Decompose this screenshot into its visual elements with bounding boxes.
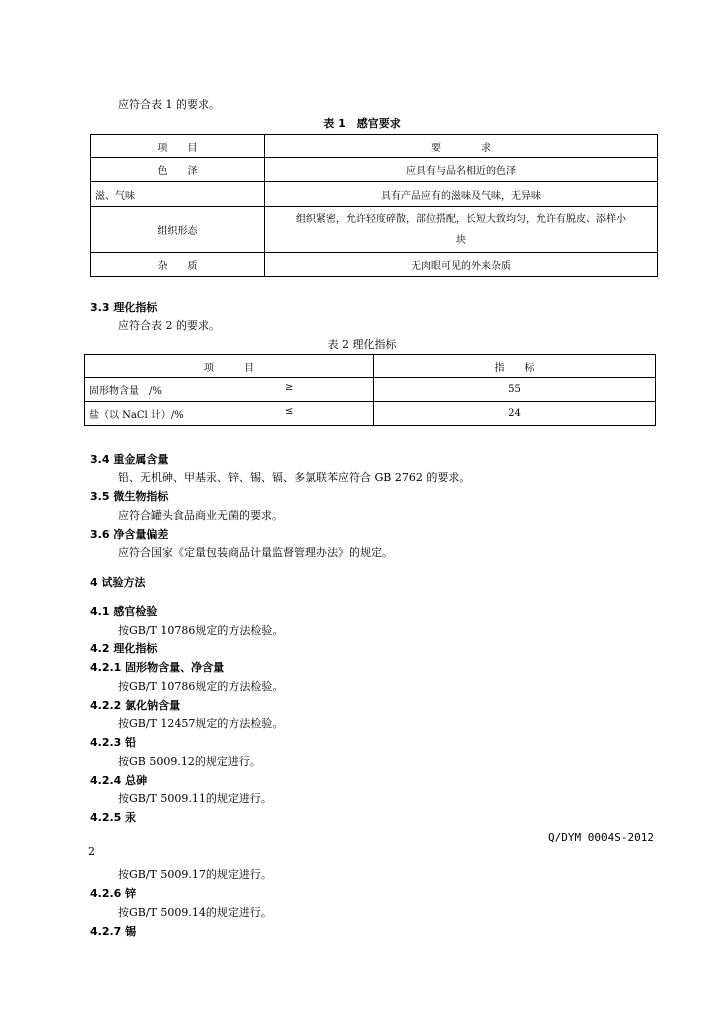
section-heading-4-1: 4.1 感官检验 — [90, 605, 158, 618]
table2-physicochemical — [84, 354, 656, 426]
section-text-4-1: 按GB/T 10786规定的方法检验。 — [118, 624, 284, 637]
section-text-4-2-2: 按GB/T 12457规定的方法检验。 — [118, 717, 284, 730]
section-heading-4-2-2: 4.2.2 氯化钠含量 — [90, 699, 181, 712]
section-text-3-3: 应符合表 2 的要求。 — [118, 319, 220, 332]
table-row — [91, 182, 658, 207]
section-heading-4-2-4: 4.2.4 总砷 — [90, 774, 148, 787]
table2-title: 表 2 理化指标 — [327, 338, 397, 351]
section-text-4-2-6: 按GB/T 5009.14的规定进行。 — [118, 906, 272, 919]
table2-header-value: 指 标 — [374, 355, 656, 378]
section-heading-3-5: 3.5 微生物指标 — [90, 490, 169, 503]
section-heading-4-2-1: 4.2.1 固形物含量、净含量 — [90, 661, 225, 674]
table2-header-item: 项 目 — [85, 355, 374, 378]
section-heading-4: 4 试验方法 — [90, 576, 146, 589]
section-text-3-4: 铅、无机砷、甲基汞、锌、锡、镉、多氯联苯应符合 GB 2762 的要求。 — [118, 471, 471, 484]
section-heading-4-2-3: 4.2.3 铅 — [90, 736, 137, 749]
table1-cell-req-line2: 块 — [456, 234, 466, 246]
table2-cell-value: 24 — [374, 402, 656, 426]
table1-cell-item: 组织形态 — [91, 207, 265, 253]
table-row — [85, 402, 656, 426]
section-heading-4-2-7: 4.2.7 锡 — [90, 925, 137, 938]
table-row — [91, 158, 658, 182]
section-heading-3-4: 3.4 重金属含量 — [90, 453, 169, 466]
section-heading-4-2-6: 4.2.6 锌 — [90, 887, 137, 900]
table-row — [91, 253, 658, 277]
table-row — [85, 378, 656, 402]
table2-cell-value: 55 — [374, 378, 656, 402]
table1-cell-req: 应具有与品名相近的色泽 — [265, 158, 658, 182]
table1-sensory — [90, 134, 658, 277]
table2-item-label: 盐（以 NaCl 计）/% — [89, 410, 184, 421]
table1-cell-req-line1: 组织紧密，允许轻度碎散，部位搭配，长短大致均匀，允许有脱皮、添样小 — [296, 213, 626, 225]
table1-cell-item: 滋、气味 — [91, 182, 265, 207]
section-text-3-5: 应符合罐头食品商业无菌的要求。 — [118, 509, 283, 522]
table2-header-row — [85, 355, 656, 378]
table1-title: 表 1 感官要求 — [323, 117, 401, 130]
table1-cell-req: 具有产品应有的滋味及气味，无异味 — [265, 182, 658, 207]
table1-header-item: 项 目 — [91, 135, 265, 158]
table1-cell-req — [265, 207, 658, 253]
section-heading-3-3: 3.3 理化指标 — [90, 301, 158, 314]
page-header-code: Q/DYM 0004S-2012 — [548, 831, 654, 844]
table1-header-req: 要 求 — [265, 135, 658, 158]
section-text-4-2-1: 按GB/T 10786规定的方法检验。 — [118, 680, 284, 693]
section-heading-4-2: 4.2 理化指标 — [90, 642, 158, 655]
section-text-3-6: 应符合国家《定量包装商品计量监督管理办法》的规定。 — [118, 546, 393, 559]
page-number: 2 — [88, 845, 95, 858]
table-row — [91, 207, 658, 253]
table1-cell-req: 无肉眼可见的外来杂质 — [265, 253, 658, 277]
section-heading-4-2-5: 4.2.5 汞 — [90, 811, 137, 824]
table1-header-row — [91, 135, 658, 158]
section-heading-3-6: 3.6 净含量偏差 — [90, 528, 169, 541]
intro-text: 应符合表 1 的要求。 — [118, 98, 220, 111]
table1-cell-item: 杂 质 — [91, 253, 265, 277]
section-text-4-2-3: 按GB 5009.12的规定进行。 — [118, 755, 261, 768]
section-text-4-2-5: 按GB/T 5009.17的规定进行。 — [118, 868, 272, 881]
table2-operator: ≥ — [285, 382, 294, 393]
table2-item-label: 固形物含量 /% — [89, 386, 162, 397]
table2-cell-item — [85, 378, 374, 402]
table2-operator: ≤ — [285, 406, 294, 417]
table1-cell-item: 色 泽 — [91, 158, 265, 182]
table2-cell-item — [85, 402, 374, 426]
section-text-4-2-4: 按GB/T 5009.11的规定进行。 — [118, 792, 272, 805]
